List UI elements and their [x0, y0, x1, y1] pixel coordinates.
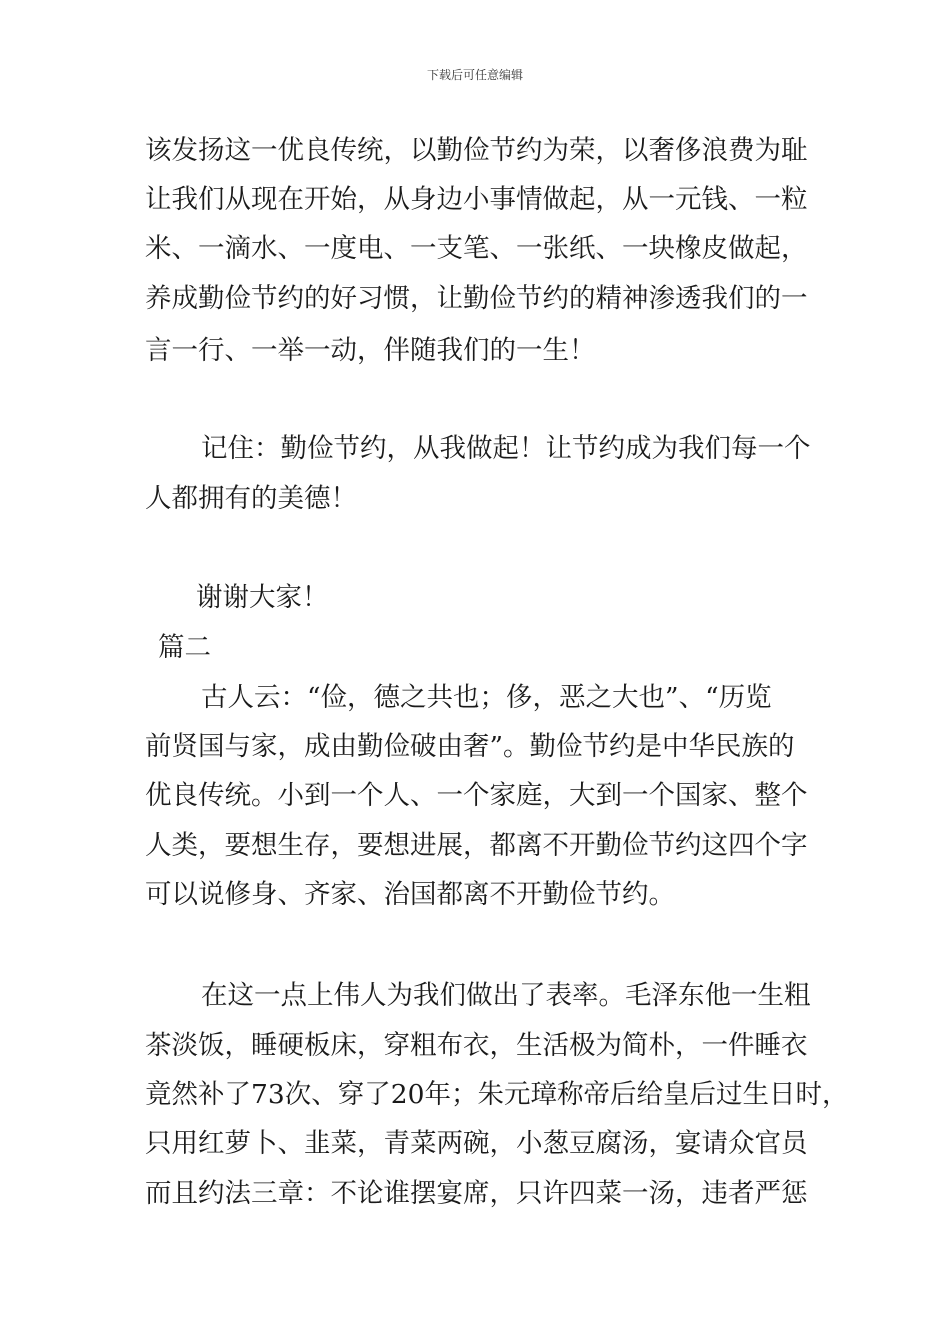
paragraph-line: 在这一点上伟人为我们做出了表率。毛泽东他一生粗 [201, 980, 811, 1011]
paragraph-line: 人都拥有的美德！ [145, 483, 357, 514]
paragraph-line: 可以说修身、齐家、治国都离不开勤俭节约。 [145, 879, 675, 910]
paragraph-line: 言一行、一举一动，伴随我们的一生！ [145, 335, 596, 366]
paragraph-line: 优良传统。小到一个人、一个家庭，大到一个国家、整个 [145, 780, 808, 811]
paragraph-line: 而且约法三章：不论谁摆宴席，只许四菜一汤，违者严惩 [145, 1178, 808, 1209]
paragraph-line: 只用红萝卜、韭菜，青菜两碗，小葱豆腐汤，宴请众官员 [145, 1128, 808, 1159]
paragraph-line: 让我们从现在开始，从身边小事情做起，从一元钱、一粒 [145, 184, 808, 215]
paragraph-line: 养成勤俭节约的好习惯，让勤俭节约的精神渗透我们的一 [145, 283, 808, 314]
paragraph-line: 竟然补了73次、穿了20年；朱元璋称帝后给皇后过生日时， [145, 1079, 849, 1110]
paragraph-line: 记住：勤俭节约，从我做起！让节约成为我们每一个 [201, 433, 811, 464]
closing-line: 谢谢大家！ [196, 582, 329, 613]
section-title: 篇二 [158, 632, 211, 663]
paragraph-line: 古人云：“俭，德之共也；侈，恶之大也”、“历览 [201, 682, 772, 713]
paragraph-line: 前贤国与家，成由勤俭破由奢”。勤俭节约是中华民族的 [145, 731, 795, 762]
paragraph-line: 米、一滴水、一度电、一支笔、一张纸、一块橡皮做起， [145, 233, 808, 264]
paragraph-line: 茶淡饭，睡硬板床，穿粗布衣，生活极为简朴，一件睡衣 [145, 1030, 808, 1061]
page-header-note: 下载后可任意编辑 [426, 68, 523, 82]
paragraph-line: 该发扬这一优良传统，以勤俭节约为荣，以奢侈浪费为耻 [145, 135, 808, 166]
paragraph-line: 人类，要想生存，要想进展，都离不开勤俭节约这四个字 [145, 830, 808, 861]
